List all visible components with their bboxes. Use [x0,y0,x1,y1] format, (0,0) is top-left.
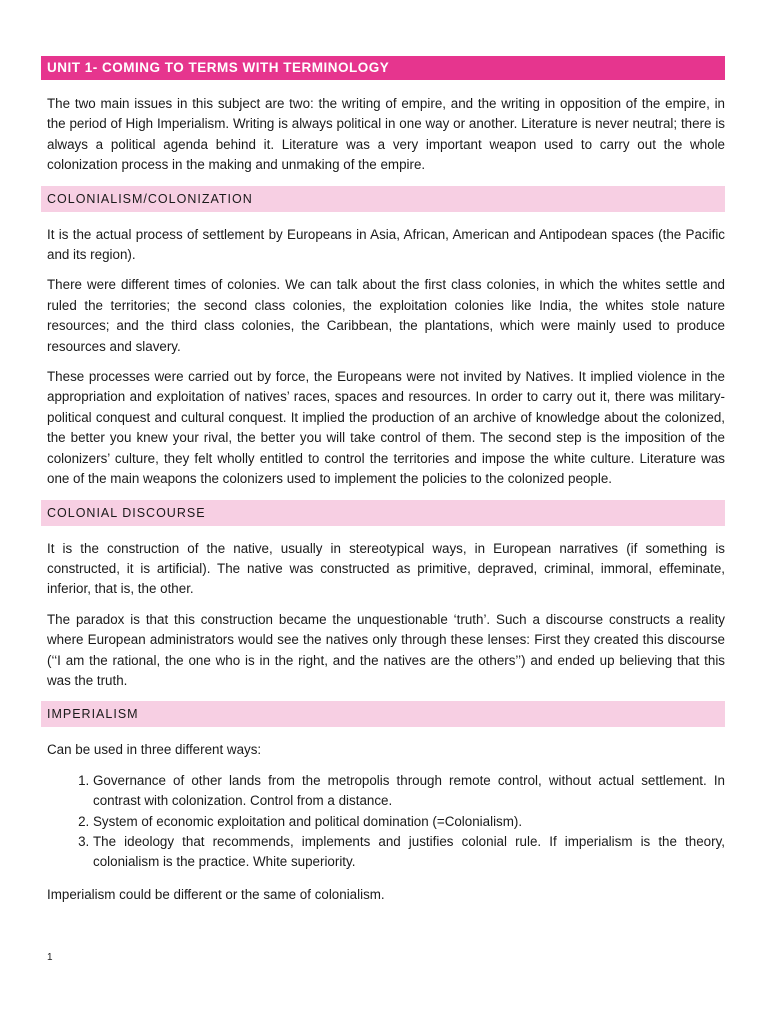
intro-paragraph: The two main issues in this subject are two: the writing of empire, and the writing in opposition of the empire, in the period of High Imperialism. Writing is always political in one way or another. Literature is never neutral; there is always a political agenda behind it. Literature was a very important weapon used to carry out the whole colonization process in the making and unmaking of the empire. [47,96,725,173]
section-title-imperialism: IMPERIALISM [41,701,725,727]
section-title-colonial-discourse: COLONIAL DISCOURSE [41,500,725,526]
page-number: 1 [47,952,53,963]
paragraph: There were different times of colonies. We can talk about the first class colonies, in which the whites settle and ruled the territories; the second class colonies, the exploitation colonies like India, the whites stole nature resources; and the third class colonies, the Caribbean, the plantations, which were mainly used to produce resources and slavery. [47,277,725,354]
paragraph: The paradox is that this construction became the unquestionable ‘truth’. Such a discourse constructs a reality where European administrators would see the natives only through these lenses: First they created this discourse (‘‘I am the rational, the one who is in the right, and the natives are the others’’) and ended up believing that this was the truth. [47,611,725,688]
paragraph: It is the actual process of settlement by Europeans in Asia, African, American and Antipodean spaces (the Pacific and its region). [47,226,725,263]
list-item: 1. Governance of other lands from the metropolis through remote control, without actual settlement. In contrast with colonization. Control from a distance. [93,771,725,812]
list-item: 3. The ideology that recommends, implements and justifies colonial rule. If imperialism is the theory, colonialism is the practice. White superiority. [93,832,725,873]
imperialism-list [41,771,725,873]
paragraph: Imperialism could be different or the same of colonialism. [47,886,385,902]
section-title-colonialism: COLONIALISM/COLONIZATION [41,186,725,212]
paragraph: Can be used in three different ways: [47,742,262,758]
list-item: 2. System of economic exploitation and political domination (=Colonialism). [93,812,725,832]
paragraph: It is the construction of the native, usually in stereotypical ways, in European narratives (if something is constructed, it is artificial). The native was constructed as primitive, depraved, criminal, immoral, effeminate, inferior, that is, the other. [47,540,725,597]
document-page [41,56,725,915]
unit-title: UNIT 1- COMING TO TERMS WITH TERMINOLOGY [41,56,725,80]
paragraph: These processes were carried out by force, the Europeans were not invited by Natives. It implied violence in the appropriation and exploitation of natives’ races, spaces and resources. In order to carry out it, there was military-political conquest and cultural conquest. It implied the production of an archive of knowledge about the colonized, the better you knew your rival, the better you will take control of them. The second step is the imposition of the colonizers’ culture, they felt wholly entitled to control the territories and impose the white culture. Literature was one of the main weapons the colonizers used to implement the policies to the colonized people. [47,369,725,487]
